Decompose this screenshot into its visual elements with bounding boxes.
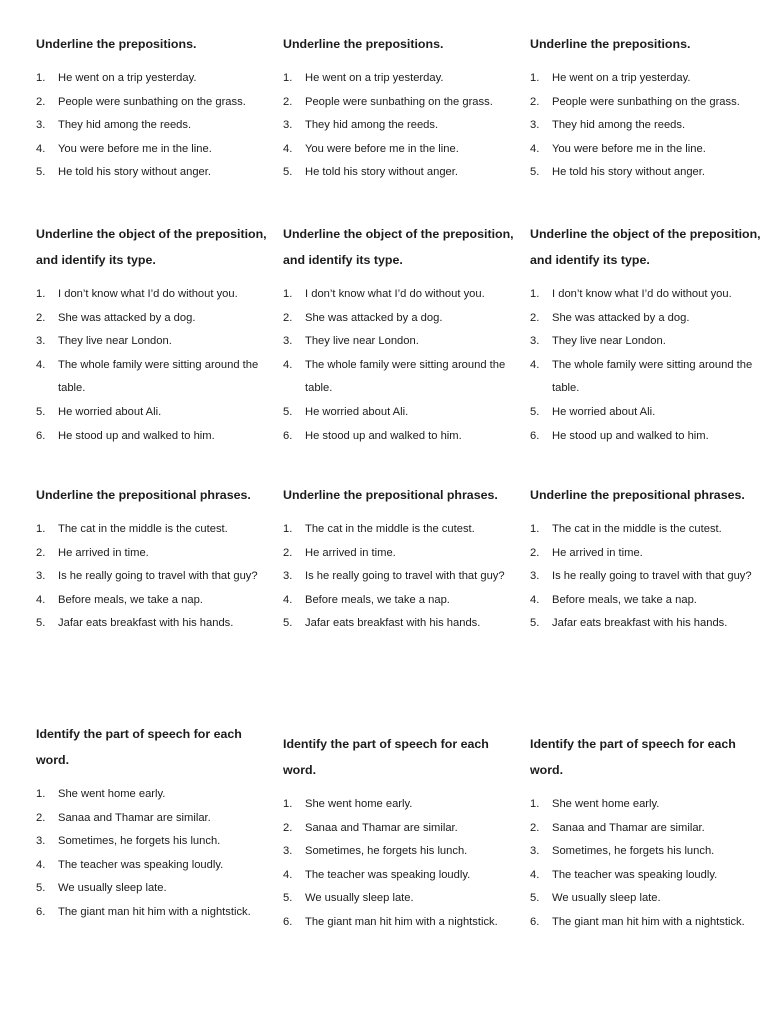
- list-item: 4. You were before me in the line.: [283, 142, 459, 155]
- list-item: 2. Sanaa and Thamar are similar.: [530, 821, 705, 834]
- exercise-list: [530, 793, 762, 935]
- section-prepositional-phrases: [283, 482, 515, 636]
- list-item: 4. Before meals, we take a nap.: [36, 593, 203, 606]
- section-heading: Underline the prepositional phrases.: [530, 488, 745, 502]
- list-item: 4. The teacher was speaking loudly.: [36, 858, 224, 871]
- list-item: 6. He stood up and walked to him.: [36, 429, 215, 442]
- list-item: 4. The whole family were sitting around the table.: [283, 358, 506, 395]
- list-item: 2. She was attacked by a dog.: [530, 311, 690, 324]
- list-item: 6. He stood up and walked to him.: [530, 429, 709, 442]
- section-heading: Identify the part of speech for each word.: [283, 737, 489, 777]
- section-heading: Underline the prepositional phrases.: [283, 488, 498, 502]
- exercise-list: [530, 67, 762, 185]
- list-item: 2. He arrived in time.: [283, 546, 396, 559]
- section-heading: Identify the part of speech for each word.: [530, 737, 736, 777]
- section-object-of-preposition: [36, 221, 268, 448]
- exercise-list: [283, 793, 515, 935]
- section-prepositions: [283, 31, 515, 185]
- list-item: 2. She was attacked by a dog.: [36, 311, 196, 324]
- list-item: 5. Jafar eats breakfast with his hands.: [283, 617, 481, 630]
- section-prepositions: [36, 31, 268, 185]
- list-item: 3. They hid among the reeds.: [283, 119, 439, 132]
- list-item: 3. Sometimes, he forgets his lunch.: [530, 845, 715, 858]
- exercise-list: [36, 283, 268, 448]
- list-item: 1. I don’t know what I’d do without you.: [283, 288, 485, 300]
- list-item: 2. She was attacked by a dog.: [283, 311, 443, 324]
- section-object-of-preposition: [283, 221, 515, 448]
- list-item: 4. The teacher was speaking loudly.: [283, 868, 471, 881]
- list-item: 1. He went on a trip yesterday.: [283, 72, 444, 84]
- section-object-of-preposition: [530, 221, 762, 448]
- list-item: 2. Sanaa and Thamar are similar.: [283, 821, 458, 834]
- list-item: 1. I don’t know what I’d do without you.: [36, 288, 238, 300]
- list-item: 3. Is he really going to travel with that guy?: [36, 570, 258, 583]
- section-prepositional-phrases: [530, 482, 762, 636]
- exercise-list: [36, 518, 268, 636]
- section-prepositional-phrases: [36, 482, 268, 636]
- exercise-list: [36, 67, 268, 185]
- section-heading: Underline the object of the preposition, and identify its type.: [530, 227, 761, 267]
- list-item: 1. He went on a trip yesterday.: [36, 72, 197, 84]
- section-heading: Underline the object of the preposition, and identify its type.: [283, 227, 514, 267]
- list-item: 1. I don’t know what I’d do without you.: [530, 288, 732, 300]
- list-item: 5. He told his story without anger.: [36, 166, 211, 179]
- list-item: 2. Sanaa and Thamar are similar.: [36, 811, 211, 824]
- section-parts-of-speech: [530, 731, 762, 935]
- list-item: 4. The whole family were sitting around the table.: [530, 358, 753, 395]
- exercise-list: [283, 518, 515, 636]
- list-item: 3. Sometimes, he forgets his lunch.: [36, 835, 221, 848]
- list-item: 5. We usually sleep late.: [283, 892, 414, 905]
- list-item: 5. He worried about Ali.: [283, 405, 409, 418]
- list-item: 5. He worried about Ali.: [36, 405, 162, 418]
- list-item: 3. Is he really going to travel with that guy?: [530, 570, 752, 583]
- exercise-list: [530, 283, 762, 448]
- list-item: 3. Is he really going to travel with that guy?: [283, 570, 505, 583]
- list-item: 5. We usually sleep late.: [36, 882, 167, 895]
- section-parts-of-speech: [283, 731, 515, 935]
- list-item: 1. The cat in the middle is the cutest.: [530, 523, 722, 535]
- list-item: 4. The teacher was speaking loudly.: [530, 868, 718, 881]
- list-item: 3. They live near London.: [530, 335, 666, 348]
- list-item: 4. You were before me in the line.: [530, 142, 706, 155]
- section-heading: Underline the prepositions.: [36, 37, 197, 51]
- list-item: 2. People were sunbathing on the grass.: [283, 95, 493, 108]
- section-heading: Identify the part of speech for each word.: [36, 727, 242, 767]
- list-item: 3. Sometimes, he forgets his lunch.: [283, 845, 468, 858]
- list-item: 3. They live near London.: [36, 335, 172, 348]
- list-item: 5. He told his story without anger.: [283, 166, 458, 179]
- list-item: 4. The whole family were sitting around the table.: [36, 358, 259, 395]
- list-item: 5. Jafar eats breakfast with his hands.: [36, 617, 234, 630]
- list-item: 3. They hid among the reeds.: [530, 119, 686, 132]
- list-item: 6. The giant man hit him with a nightstick.: [36, 905, 251, 918]
- list-item: 5. We usually sleep late.: [530, 892, 661, 905]
- list-item: 1. The cat in the middle is the cutest.: [283, 523, 475, 535]
- list-item: 2. People were sunbathing on the grass.: [36, 95, 246, 108]
- list-item: 5. Jafar eats breakfast with his hands.: [530, 617, 728, 630]
- exercise-list: [36, 783, 268, 925]
- section-prepositions: [530, 31, 762, 185]
- list-item: 1. She went home early.: [530, 798, 660, 810]
- list-item: 5. He told his story without anger.: [530, 166, 705, 179]
- exercise-list: [283, 283, 515, 448]
- list-item: 5. He worried about Ali.: [530, 405, 656, 418]
- list-item: 3. They live near London.: [283, 335, 419, 348]
- list-item: 2. People were sunbathing on the grass.: [530, 95, 740, 108]
- section-heading: Underline the prepositions.: [530, 37, 691, 51]
- list-item: 2. He arrived in time.: [36, 546, 149, 559]
- list-item: 1. The cat in the middle is the cutest.: [36, 523, 228, 535]
- list-item: 6. He stood up and walked to him.: [283, 429, 462, 442]
- exercise-list: [283, 67, 515, 185]
- list-item: 1. She went home early.: [36, 788, 166, 800]
- section-parts-of-speech: [36, 721, 268, 925]
- list-item: 2. He arrived in time.: [530, 546, 643, 559]
- list-item: 1. She went home early.: [283, 798, 413, 810]
- list-item: 4. Before meals, we take a nap.: [530, 593, 697, 606]
- list-item: 6. The giant man hit him with a nightstick.: [283, 915, 498, 928]
- section-heading: Underline the object of the preposition, and identify its type.: [36, 227, 267, 267]
- list-item: 1. He went on a trip yesterday.: [530, 72, 691, 84]
- list-item: 4. Before meals, we take a nap.: [283, 593, 450, 606]
- list-item: 3. They hid among the reeds.: [36, 119, 192, 132]
- list-item: 6. The giant man hit him with a nightstick.: [530, 915, 745, 928]
- exercise-list: [530, 518, 762, 636]
- section-heading: Underline the prepositions.: [283, 37, 444, 51]
- list-item: 4. You were before me in the line.: [36, 142, 212, 155]
- section-heading: Underline the prepositional phrases.: [36, 488, 251, 502]
